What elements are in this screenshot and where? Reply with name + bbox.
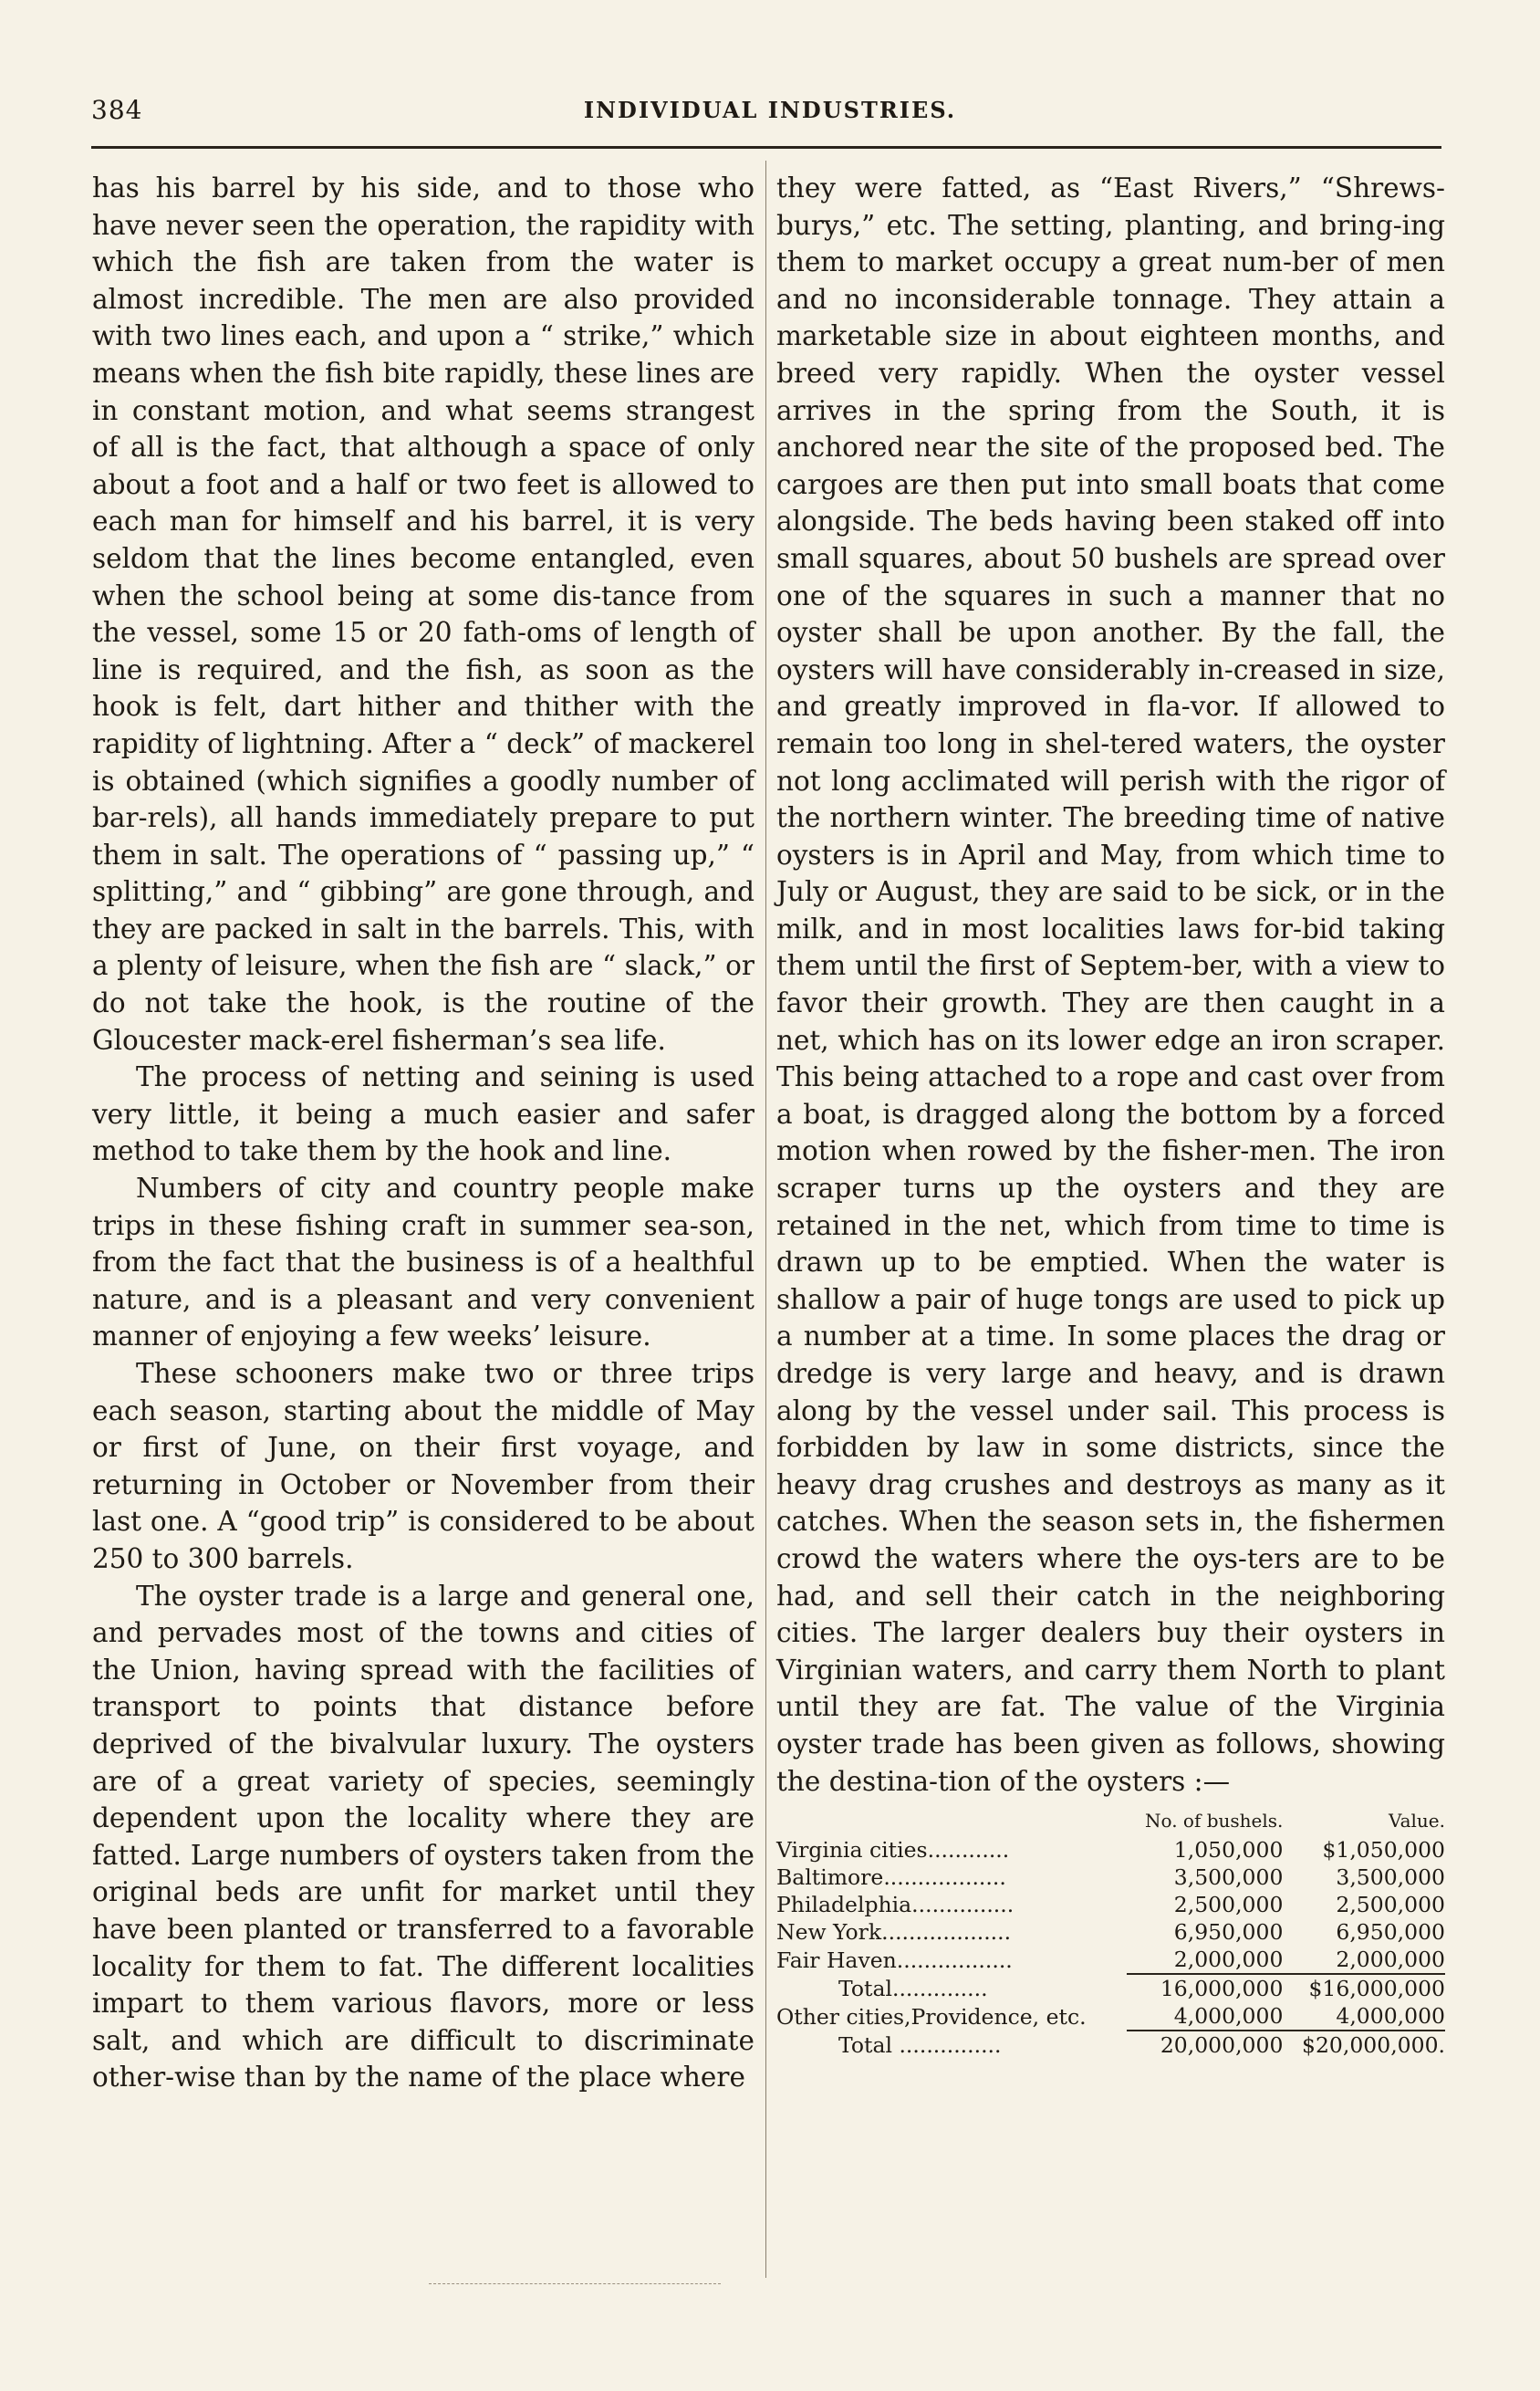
cell-bushels: 16,000,000 [1160, 1976, 1284, 2002]
right-column [776, 170, 1445, 2059]
paragraph: These schooners make two or three trips each season, starting about the middle of May or first of June, on their first voyage, and returning in October or November from their last one. A “good trip” is considered to be about 250 to 300 barrels. [92, 1358, 754, 1574]
cell-bushels: 2,000,000 [1127, 1946, 1283, 1974]
running-head: INDIVIDUAL INDUSTRIES. [583, 97, 957, 123]
cell-value: 3,500,000 [1336, 1864, 1445, 1891]
column-divider [765, 161, 766, 2278]
cell-place: Philadelphia............... [776, 1892, 1015, 1918]
left-column [92, 170, 754, 2096]
cell-place: Virginia cities............ [776, 1837, 1010, 1864]
cell-value: $1,050,000 [1322, 1837, 1445, 1864]
table-row [776, 1918, 1445, 1946]
cell-value: 2,000,000 [1283, 1946, 1445, 1974]
table-row [776, 2002, 1445, 2031]
cell-bushels: 1,050,000 [1173, 1837, 1284, 1864]
cell-bushels: 4,000,000 [1127, 2002, 1283, 2031]
cell-bushels: 2,500,000 [1173, 1892, 1284, 1918]
footer-ornament [429, 2283, 721, 2284]
paragraph: Numbers of city and country people make trips in these fishing craft in summer sea-son, from the fact that the business is of a healthful nature, and is a pleasant and very convenient manner of enjoying a few weeks’ leisure. [92, 1173, 754, 1352]
cell-place: Total ............... [838, 2032, 1002, 2059]
cell-place: Baltimore.................. [776, 1864, 1006, 1891]
table-grand-total-row [776, 2031, 1445, 2059]
cell-bushels: 3,500,000 [1173, 1864, 1284, 1891]
header-bushels: No. of bushels. [1145, 1810, 1284, 1832]
cell-place: Fair Haven................. [776, 1947, 1013, 1974]
table-row [776, 1946, 1445, 1974]
paragraph: The process of netting and seining is used very little, it being a much easier and safer method to take them by the hook and line. [92, 1061, 754, 1167]
cell-value: $20,000,000. [1302, 2032, 1445, 2059]
cell-place: New York................... [776, 1919, 1012, 1946]
cell-value: $16,000,000 [1308, 1976, 1445, 2002]
cell-value: 6,950,000 [1336, 1919, 1445, 1946]
oyster-trade-table [776, 1807, 1445, 2059]
table-row [776, 1864, 1445, 1891]
paragraph: has his barrel by his side, and to those who have never seen the operation, the rapidity with which the fish are taken from the water is almost incredible. The men are also provided with two lines each, and upon a “ strike,” which means when the fish bite rapidly, these lines are in constant motion, and what seems strangest of all is the fact, that although a space of only about a foot and a half or two feet is allowed to each man for himself and his barrel, it is very seldom that the lines become entangled, even when the school being at some dis-tance from the vessel, some 15 or 20 fath-oms of length of line is required, and the fish, as soon as the hook is felt, dart hither and thither with the rapidity of lightning. After a “ deck” of mackerel is obtained (which signifies a goodly number of bar-rels), all hands immediately prepare to put them in salt. The operations of “ passing up,” “ splitting,” and “ gibbing” are gone through, and they are packed in salt in the barrels. This, with a plenty of leisure, when the fish are “ slack,” or do not take the hook, is the routine of the Gloucester mack-erel fisherman’s sea life. [92, 172, 754, 1056]
cell-value: 4,000,000 [1283, 2002, 1445, 2031]
cell-bushels: 20,000,000 [1160, 2032, 1284, 2059]
table-row [776, 1836, 1445, 1864]
cell-place: Other cities,Providence, etc. [776, 2004, 1087, 2031]
table-header-row [776, 1807, 1445, 1836]
paragraph: they were fatted, as “East Rivers,” “Shrews-burys,” etc. The setting, planting, and bring-ing them to market occupy a great num-ber of men and no inconsiderable tonnage. They attain a marketable size in about eighteen months, and breed very rapidly. When the oyster vessel arrives in the spring from the South, it is anchored near the site of the proposed bed. The cargoes are then put into small boats that come alongside. The beds having been staked off into small squares, about 50 bushels are spread over one of the squares in such a manner that no oyster shall be upon another. By the fall, the oysters will have considerably in-creased in size, and greatly improved in fla-vor. If allowed to remain too long in shel-tered waters, the oyster not long acclimated will perish with the rigor of the northern winter. The breeding time of native oysters is in April and May, from which time to July or August, they are said to be sick, or in the milk, and in most localities laws for-bid taking them until the first of Septem-ber, with a view to favor their growth. They are then caught in a net, which has on its lower edge an iron scraper. This being attached to a rope and cast over from a boat, is dragged along the bottom by a forced motion when rowed by the fisher-men. The iron scraper turns up the oysters and they are retained in the net, which from time to time is drawn up to be emptied. When the water is shallow a pair of huge tongs are used to pick up a number at a time. In some places the drag or dredge is very large and heavy, and is drawn along by the vessel under sail. This process is forbidden by law in some districts, since the heavy drag crushes and destroys as many as it catches. When the season sets in, the fishermen crowd the waters where the oys-ters are to be had, and sell their catch in the neighboring cities. The larger dealers buy their oysters in Virginian waters, and carry them North to plant until they are fat. The value of the Virginia oyster trade has been given as follows, showing the destina-tion of the oysters :— [776, 172, 1445, 1797]
header-place [776, 1807, 1127, 1836]
cell-value: 2,500,000 [1336, 1892, 1445, 1918]
table-total-row [776, 1974, 1445, 2002]
header-value: Value. [1388, 1810, 1445, 1832]
cell-bushels: 6,950,000 [1173, 1919, 1284, 1946]
page-number: 384 [91, 95, 143, 125]
header-rule [91, 146, 1441, 149]
table-row [776, 1891, 1445, 1918]
paragraph: The oyster trade is a large and general one, and pervades most of the towns and cities of the Union, having spread with the facilities of transport to points that distance before deprived of the bivalvular luxury. The oysters are of a great variety of species, seemingly dependent upon the locality where they are fatted. Large numbers of oysters taken from the original beds are unfit for market until they have been planted or transferred to a favorable locality for them to fat. The different localities impart to them various flavors, more or less salt, and which are difficult to discriminate other-wise than by the name of the place where [92, 1580, 754, 2093]
cell-place: Total.............. [838, 1976, 988, 2002]
